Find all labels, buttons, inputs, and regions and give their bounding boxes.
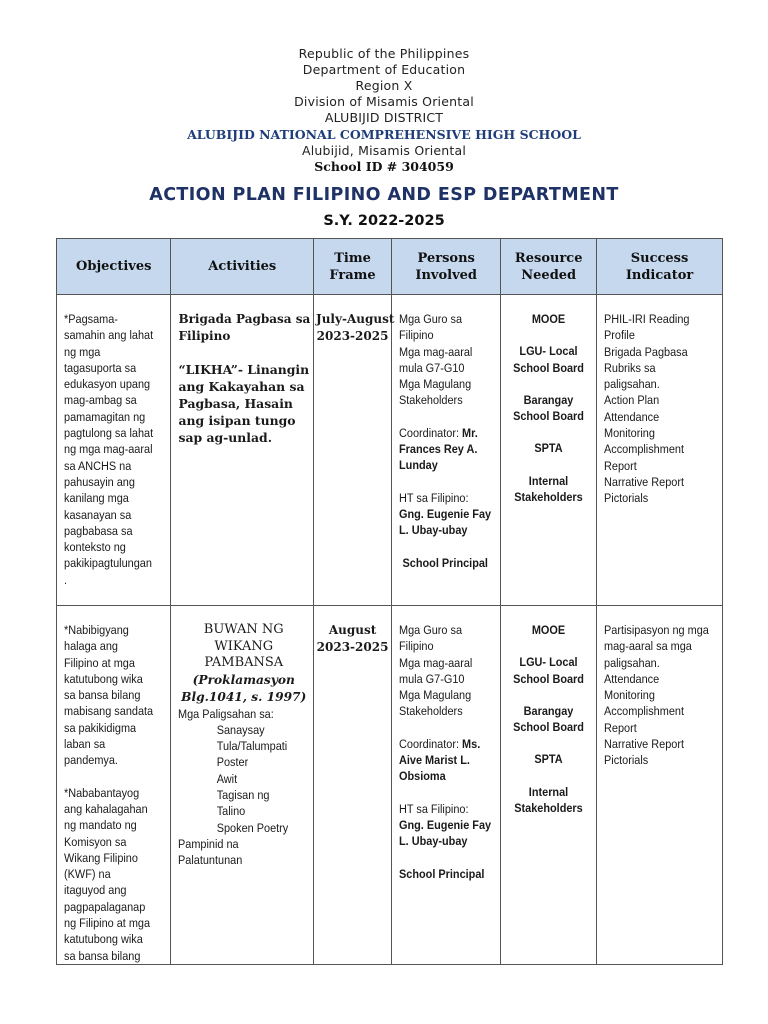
text-block xyxy=(64,311,167,588)
header-district: ALUBIJID DISTRICT xyxy=(324,110,444,125)
text-line: Resource xyxy=(514,250,583,266)
text-line: sa pakikidigma xyxy=(64,720,137,735)
text-block xyxy=(501,250,596,284)
text-line: pakikipagtulungan xyxy=(64,556,152,571)
text-block xyxy=(604,622,718,769)
text-line: Mga Guro sa xyxy=(399,623,463,637)
text-line: PAMBANSA xyxy=(204,655,284,670)
text-line: katutubong wika xyxy=(64,671,143,686)
table-header-row xyxy=(57,239,723,295)
text-block xyxy=(316,311,395,345)
text-line: paligsahan. xyxy=(604,655,660,670)
text-line: pagbabasa sa xyxy=(64,523,133,538)
text-line: pagpapalaganap xyxy=(64,899,146,914)
text-block xyxy=(503,703,594,736)
action-plan-table xyxy=(56,238,723,965)
text-line: Involved xyxy=(415,267,478,283)
table-row xyxy=(57,606,723,965)
text-line: Stakeholders xyxy=(514,801,584,816)
text-line: ng mga mag-aaral xyxy=(64,442,153,457)
text-line: sap ag-unlad. xyxy=(178,430,273,445)
text-line: Tagisan ng xyxy=(217,787,270,802)
text-line: School Board xyxy=(513,409,585,424)
activity-proclamation xyxy=(178,672,309,706)
text-line: sa ANCHS na xyxy=(64,458,132,473)
text-line: pandemya. xyxy=(64,753,118,768)
text-line: July-August xyxy=(316,312,395,326)
text-line: Brigada Pagbasa xyxy=(604,344,688,359)
resources-cell: MOOE LGU- Local School Board Barangay School Board SPTA Internal Stakeholders xyxy=(501,606,597,965)
text-line: Attendance xyxy=(604,671,660,686)
text-line: Narrative Report xyxy=(604,737,685,752)
text-line: Talino xyxy=(217,804,246,819)
text-line: PHIL-IRI Reading xyxy=(604,312,690,326)
text-line: sa bansa bilang xyxy=(64,688,141,703)
activity-title xyxy=(178,311,309,345)
text-line: Pictorials xyxy=(604,753,649,768)
text-line: katutubong wika xyxy=(64,932,143,947)
text-line: School Board xyxy=(513,671,585,686)
text-block xyxy=(57,258,170,275)
page-title: ACTION PLAN FILIPINO AND ESP DEPARTMENT xyxy=(149,185,619,205)
text-line: Needed xyxy=(521,267,577,283)
text-line: Time xyxy=(334,250,371,266)
text-line: Filipino xyxy=(399,328,434,343)
success-indicator-cell xyxy=(597,606,723,965)
text-line: Internal xyxy=(529,473,569,488)
text-line: itaguyod ang xyxy=(64,883,127,898)
header-republic: Republic of the Philippines xyxy=(298,46,470,61)
text-line: Report xyxy=(604,720,637,735)
text-block xyxy=(399,311,497,409)
text-line: mabisang sandata xyxy=(64,704,154,719)
text-block xyxy=(399,622,497,720)
text-line: (Proklamasyon xyxy=(192,672,295,687)
text-line: *Pagsama- xyxy=(64,312,118,326)
text-line: ng mandato ng xyxy=(64,818,137,833)
text-line: mag-ambag sa xyxy=(64,393,137,408)
text-line: ang Kakayahan sa xyxy=(178,379,305,394)
text-line: Brigada Pagbasa sa xyxy=(178,312,311,326)
text-line: Accomplishment xyxy=(604,442,685,457)
text-line: Frame xyxy=(329,267,376,283)
text-block xyxy=(64,785,167,964)
header-region: Region X xyxy=(355,78,413,93)
text-line: Komisyon sa xyxy=(64,834,127,849)
header-objectives xyxy=(57,239,171,295)
text-line: Pampinid na xyxy=(178,836,240,851)
header-resource-needed xyxy=(501,239,597,295)
text-line: Stakeholders xyxy=(399,393,463,408)
text-line: Profile xyxy=(604,328,635,343)
header-activities xyxy=(171,239,314,295)
text-line: Partisipasyon ng mga xyxy=(604,623,709,637)
text-line: Spoken Poetry xyxy=(217,820,289,835)
text-line: Filipino xyxy=(399,639,434,654)
text-line: “LIKHA”- Linangin xyxy=(178,362,310,377)
text-line: mula G7-G10 xyxy=(399,671,465,686)
text-line: Monitoring xyxy=(604,688,655,703)
header-time-frame xyxy=(314,239,392,295)
text-line: WIKANG xyxy=(214,638,274,654)
school-address: Alubijid, Misamis Oriental xyxy=(301,143,467,158)
text-line: ng mga xyxy=(64,344,101,359)
text-line: Mga mag-aaral xyxy=(399,344,473,359)
text-line: Blg.1041, s. 1997) xyxy=(181,689,307,704)
text-line: Stakeholders xyxy=(399,704,463,719)
time-frame-cell xyxy=(314,606,392,965)
text-line: Barangay xyxy=(523,703,574,718)
text-line: . xyxy=(64,572,68,587)
text-line: Pagbasa, Hasain xyxy=(178,396,293,411)
text-line: ang kahalagahan xyxy=(64,801,148,816)
table-row xyxy=(57,295,723,606)
document-header xyxy=(0,46,768,229)
text-line: Stakeholders xyxy=(514,490,584,505)
text-line: Persons xyxy=(417,250,475,266)
text-line: laban sa xyxy=(64,737,106,752)
text-line: Indicator xyxy=(625,267,694,283)
text-line: Monitoring xyxy=(604,426,655,441)
text-line: School Board xyxy=(513,360,585,375)
text-block xyxy=(64,622,167,769)
text-line: School Board xyxy=(513,720,585,735)
header-success-indicator xyxy=(597,239,723,295)
text-block xyxy=(503,473,594,506)
activity-title xyxy=(178,622,309,672)
text-line: mag-aaral sa mga xyxy=(604,639,692,654)
text-block xyxy=(604,311,718,507)
success-indicator-cell xyxy=(597,295,723,606)
text-line: Narrative Report xyxy=(604,474,685,489)
text-line: Action Plan xyxy=(604,393,660,408)
text-line: Barangay xyxy=(523,392,574,407)
objectives-cell xyxy=(57,295,171,606)
text-line: Mga Guro sa xyxy=(399,312,463,326)
text-line: Wikang Filipino xyxy=(64,850,138,865)
text-line: konteksto ng xyxy=(64,540,126,555)
text-block xyxy=(392,250,500,284)
text-block xyxy=(503,654,594,687)
text-block xyxy=(503,343,594,376)
text-line: Attendance xyxy=(604,409,660,424)
text-line: Mga Magulang xyxy=(399,377,472,392)
contest-list xyxy=(178,722,309,836)
text-line: halaga ang xyxy=(64,639,118,654)
text-block xyxy=(178,836,309,869)
text-line: *Nabibigyang xyxy=(64,623,129,637)
text-line: Filipino xyxy=(178,329,231,343)
text-line: pagtulong sa lahat xyxy=(64,426,154,441)
text-line: pahusayin ang xyxy=(64,474,135,489)
text-line: tagasuporta sa xyxy=(64,360,137,375)
text-block xyxy=(171,258,313,275)
text-line: Tula/Talumpati xyxy=(217,739,288,754)
text-block xyxy=(314,250,391,284)
text-line: Sanaysay xyxy=(217,722,266,737)
school-name: ALUBIJID NATIONAL COMPREHENSIVE HIGH SCHOOL xyxy=(187,127,581,142)
text-line: kasanayan sa xyxy=(64,507,132,522)
text-block xyxy=(503,392,594,425)
text-line: August xyxy=(328,623,377,637)
text-line: 2023-2025 xyxy=(316,329,389,343)
text-line: pamamagitan ng xyxy=(64,409,146,424)
header-persons-involved xyxy=(392,239,501,295)
text-line: LGU- Local xyxy=(519,344,578,359)
text-line: Objectives xyxy=(76,259,152,274)
time-frame-cell xyxy=(314,295,395,606)
school-year: S.Y. 2022-2025 xyxy=(323,213,445,229)
text-line: Palatuntunan xyxy=(178,853,243,868)
text-line: Activities xyxy=(208,259,277,274)
text-line: Pictorials xyxy=(604,491,649,506)
text-line: *Nababantayog xyxy=(64,785,140,800)
persons-cell: Mga Guro sa Filipino Mga mag-aaral mula G7-G10 Mga Magulang Stakeholders Coordinator: Ms. Aive Marist L. Obsioma HT sa Filipino: Gng. Eugenie Fay L. Ubay-ubay School Principal xyxy=(392,606,501,965)
resources-cell: MOOE LGU- Local School Board Barangay School Board SPTA Internal Stakeholders xyxy=(501,295,597,606)
text-line: sa bansa bilang xyxy=(64,948,141,963)
objectives-cell xyxy=(57,606,171,965)
text-line: mula G7-G10 xyxy=(399,360,465,375)
header-division: Division of Misamis Oriental xyxy=(294,94,474,109)
text-block xyxy=(597,250,722,284)
text-line: Poster xyxy=(217,755,249,770)
activities-cell xyxy=(171,295,314,606)
text-line: paligsahan. xyxy=(604,377,660,392)
text-line: Awit xyxy=(217,771,238,786)
school-id: School ID # 304059 xyxy=(314,159,454,174)
text-line: (KWF) na xyxy=(64,867,111,882)
text-line: Mga Magulang xyxy=(399,688,472,703)
text-line: Report xyxy=(604,458,637,473)
header-department: Department of Education xyxy=(302,62,466,77)
text-block xyxy=(503,784,594,817)
text-line: kanilang mga xyxy=(64,491,129,506)
text-line: Filipino at mga xyxy=(64,655,135,670)
text-line: Accomplishment xyxy=(604,704,685,719)
activities-cell: BUWAN NG WIKANG PAMBANSA (Proklamasyon Blg.1041, s. 1997) Mga Paligsahan sa: Sanaysay Tula/Talumpati Poster Awit Tagisan ng Talino Spoken Poetry Pampinid na Palatuntunan xyxy=(171,606,314,965)
text-line: 2023-2025 xyxy=(316,640,389,654)
text-line: LGU- Local xyxy=(519,655,578,670)
text-line: ang isipan tungo xyxy=(178,413,296,428)
text-line: edukasyon upang xyxy=(64,377,151,392)
text-line: Internal xyxy=(529,784,569,799)
activity-description xyxy=(178,361,309,446)
text-line: BUWAN NG xyxy=(203,622,284,637)
text-line: Mga mag-aaral xyxy=(399,655,473,670)
text-line: ng Filipino at mga xyxy=(64,916,151,931)
persons-cell: Mga Guro sa Filipino Mga mag-aaral mula G7-G10 Mga Magulang Stakeholders Coordinator: Mr. Frances Rey A. Lunday HT sa Filipino: Gng. Eugenie Fay L. Ubay-ubay School Principal xyxy=(392,295,501,606)
text-line: Rubriks sa xyxy=(604,360,656,375)
text-line: Success xyxy=(630,250,689,266)
text-block xyxy=(316,622,389,656)
text-line: samahin ang lahat xyxy=(64,328,154,343)
